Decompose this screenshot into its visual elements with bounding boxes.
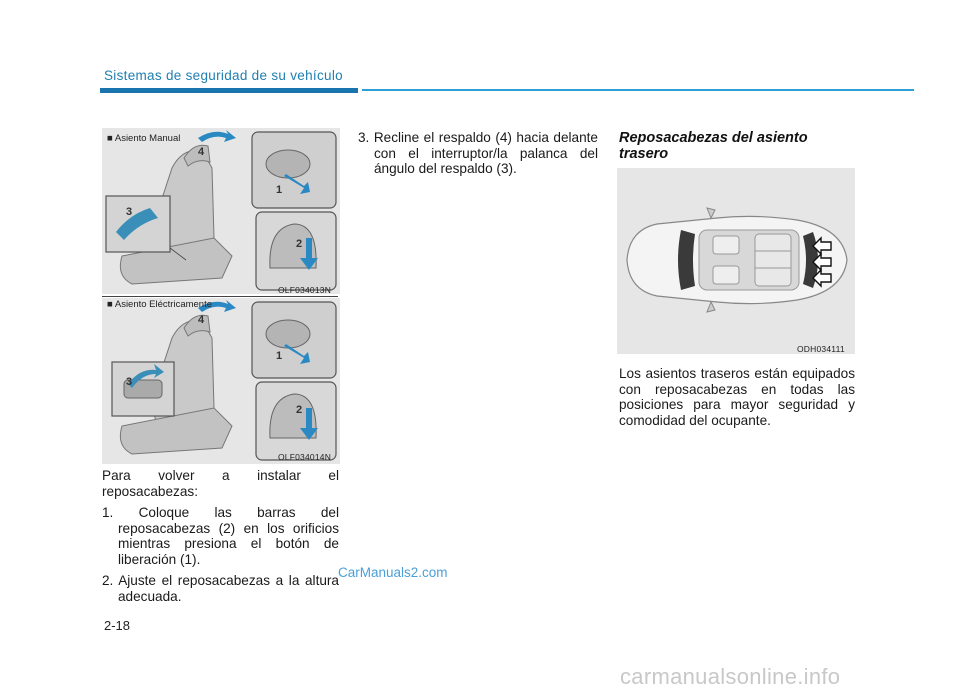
header-rule-light: [362, 89, 914, 91]
col2-text: [358, 130, 598, 177]
col2-step-3: 3. Recline el respaldo (4) hacia delante con el interruptor/la palanca del ángulo del respaldo (3).: [358, 130, 598, 176]
electric-seat-code: OLF034014N: [278, 452, 332, 462]
electric-seat-label: ■ Asiento Eléctricamente: [107, 299, 213, 310]
header-rule-dark: [100, 88, 358, 93]
callout-manual-2: 2: [296, 238, 303, 250]
callout-manual-1: 1: [276, 184, 283, 196]
electric-seat-figure: [102, 298, 340, 464]
watermark-carmanuals2[interactable]: CarManuals2.com: [338, 565, 448, 580]
manual-seat-code: OLF034013N: [278, 285, 332, 295]
col1-step-2: 2. Ajuste el reposacabezas a la altura adecuada.: [102, 573, 339, 604]
section-title: Sistemas de seguridad de su vehículo: [104, 68, 343, 83]
col1-step-1: 1. Coloque las barras del reposacabezas (2) en los orificios mientras presiona el botón de liberación (1).: [102, 505, 339, 567]
car-topview-illustration: [617, 168, 855, 354]
rear-headrest-paragraph: Los asientos traseros están equipados con reposacabezas en todas las posiciones para mayor seguridad y comodidad del ocupante.: [619, 366, 855, 428]
col1-intro: Para volver a instalar el reposacabezas:: [102, 468, 339, 499]
callout-electric-2: 2: [296, 404, 303, 416]
watermark-carmanualsonline[interactable]: carmanualsonline.info: [620, 664, 841, 689]
page-number: 2-18: [104, 618, 131, 633]
callout-manual-4: 4: [198, 146, 205, 158]
car-topview-code: ODH034111: [797, 344, 845, 354]
electric-seat-illustration: [102, 298, 340, 464]
rear-headrest-heading: Reposacabezas del asiento trasero: [619, 130, 808, 162]
callout-electric-4: 4: [198, 314, 205, 326]
col1-text: [102, 468, 339, 604]
car-topview-figure: [617, 168, 855, 354]
manual-seat-label: ■ Asiento Manual: [107, 133, 181, 144]
callout-manual-3: 3: [126, 206, 133, 218]
callout-electric-1: 1: [276, 350, 283, 362]
manual-seat-illustration: [102, 128, 340, 294]
figure-divider: [102, 296, 338, 297]
manual-seat-figure: [102, 128, 340, 294]
callout-electric-3: 3: [126, 376, 133, 388]
